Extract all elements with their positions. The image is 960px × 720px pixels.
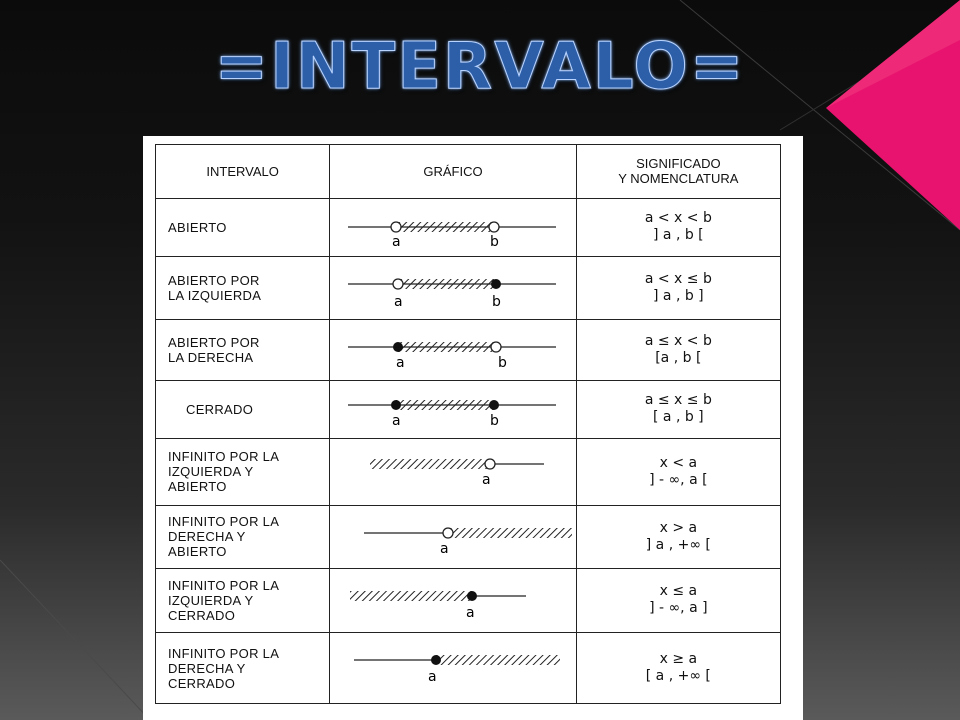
label-a: a — [392, 413, 401, 430]
interval-meaning — [576, 439, 780, 506]
meaning-notation: ] - ∞, a [ — [649, 471, 708, 488]
interval-name-line2: DERECHA Y — [168, 660, 246, 676]
table-row — [156, 319, 781, 380]
interval-name-line1: ABIERTO — [168, 219, 227, 235]
label-a: a — [394, 294, 403, 311]
interval-meaning — [576, 257, 780, 320]
open-endpoint-a — [393, 279, 403, 289]
number-line-graph — [330, 440, 576, 504]
interval-graph — [330, 439, 576, 506]
meaning-notation: ] a , b [ — [653, 227, 704, 244]
interval-name-line1: ABIERTO POR — [168, 334, 260, 350]
label-a: a — [396, 354, 405, 371]
interval-name — [156, 439, 330, 506]
meaning-inequality: a < x ≤ b — [644, 271, 712, 288]
table-row — [156, 633, 781, 704]
interval-name — [156, 198, 330, 257]
interval-meaning — [576, 568, 780, 633]
interval-meaning — [576, 505, 780, 568]
interval-name — [156, 505, 330, 568]
interval-graph — [330, 257, 576, 320]
interval-graph — [330, 633, 576, 704]
interval-name-line1: INFINITO POR LA — [168, 514, 280, 530]
interval-name-line1: INFINITO POR LA — [168, 577, 280, 593]
interval-name-line3: ABIERTO — [168, 544, 227, 560]
meaning-inequality: a ≤ x < b — [644, 332, 712, 349]
header-meaning-line1: SIGNIFICADO — [636, 156, 721, 172]
open-endpoint-a — [391, 222, 401, 232]
meaning-inequality: x ≥ a — [659, 651, 698, 668]
label-a: a — [440, 540, 449, 557]
label-b: b — [492, 294, 502, 311]
interval-meaning — [576, 633, 780, 704]
interval-name — [156, 319, 330, 380]
interval-name-line2: IZQUIERDA Y — [168, 592, 254, 608]
number-line-graph — [330, 634, 576, 702]
table-row — [156, 380, 781, 439]
label-a: a — [466, 605, 475, 622]
header-meaning-line2: Y NOMENCLATURA — [618, 171, 739, 187]
number-line-graph — [330, 199, 576, 255]
meaning-notation: [ a , b ] — [653, 409, 704, 426]
table-row — [156, 198, 781, 257]
interval-table-image — [143, 136, 803, 720]
label-b: b — [490, 234, 500, 251]
header-graph: GRÁFICO — [330, 145, 576, 199]
meaning-inequality: x > a — [659, 519, 698, 536]
interval-meaning — [576, 319, 780, 380]
open-endpoint-a — [443, 528, 453, 538]
closed-endpoint-b — [491, 279, 501, 289]
table-row — [156, 568, 781, 633]
label-b: b — [498, 354, 508, 371]
open-endpoint-b — [491, 342, 501, 352]
interval-name-line3: CERRADO — [168, 675, 236, 691]
label-a: a — [428, 669, 437, 686]
interval-name — [156, 380, 330, 439]
interval-graph — [330, 198, 576, 257]
interval-graph — [330, 568, 576, 633]
number-line-graph — [330, 321, 576, 379]
open-endpoint-b — [489, 222, 499, 232]
interval-name-line1: CERRADO — [186, 401, 254, 417]
number-line-graph — [330, 569, 576, 631]
closed-endpoint-a — [393, 342, 403, 352]
interval-table — [155, 144, 781, 704]
meaning-notation: [a , b [ — [655, 349, 702, 366]
number-line-graph — [330, 381, 576, 437]
number-line-graph — [330, 258, 576, 318]
interval-meaning — [576, 380, 780, 439]
table-row — [156, 505, 781, 568]
meaning-inequality: x ≤ a — [659, 583, 698, 600]
table-header-row — [156, 145, 781, 199]
meaning-notation: ] a , +∞ [ — [645, 536, 711, 553]
interval-name-line1: INFINITO POR LA — [168, 449, 280, 465]
interval-name-line3: CERRADO — [168, 607, 236, 623]
interval-name-line3: ABIERTO — [168, 479, 227, 495]
interval-name-line2: LA IZQUIERDA — [168, 288, 262, 304]
number-line-graph — [330, 507, 576, 567]
closed-endpoint-b — [489, 400, 499, 410]
interval-name-line1: INFINITO POR LA — [168, 645, 280, 661]
table-row — [156, 439, 781, 506]
label-a: a — [392, 234, 401, 251]
interval-name-line2: IZQUIERDA Y — [168, 464, 254, 480]
header-meaning — [576, 145, 780, 199]
meaning-notation: ] - ∞, a ] — [649, 600, 708, 617]
meaning-inequality: a ≤ x ≤ b — [644, 392, 712, 409]
interval-meaning — [576, 198, 780, 257]
table-row — [156, 257, 781, 320]
closed-endpoint-a — [467, 591, 477, 601]
label-b: b — [490, 413, 500, 430]
interval-name-line2: LA DERECHA — [168, 349, 254, 365]
slide-title: =INTERVALO= — [214, 30, 746, 104]
meaning-notation: [ a , +∞ [ — [645, 668, 711, 685]
closed-endpoint-a — [431, 655, 441, 665]
interval-graph — [330, 505, 576, 568]
open-endpoint-a — [485, 459, 495, 469]
interval-name — [156, 633, 330, 704]
interval-graph — [330, 380, 576, 439]
interval-name — [156, 568, 330, 633]
meaning-notation: ] a , b ] — [653, 288, 704, 305]
header-interval: INTERVALO — [156, 145, 330, 199]
closed-endpoint-a — [391, 400, 401, 410]
interval-name-line1: ABIERTO POR — [168, 273, 260, 289]
meaning-inequality: x < a — [659, 454, 698, 471]
interval-name — [156, 257, 330, 320]
interval-name-line2: DERECHA Y — [168, 529, 246, 545]
meaning-inequality: a < x < b — [644, 210, 712, 227]
label-a: a — [482, 471, 491, 488]
interval-graph — [330, 319, 576, 380]
